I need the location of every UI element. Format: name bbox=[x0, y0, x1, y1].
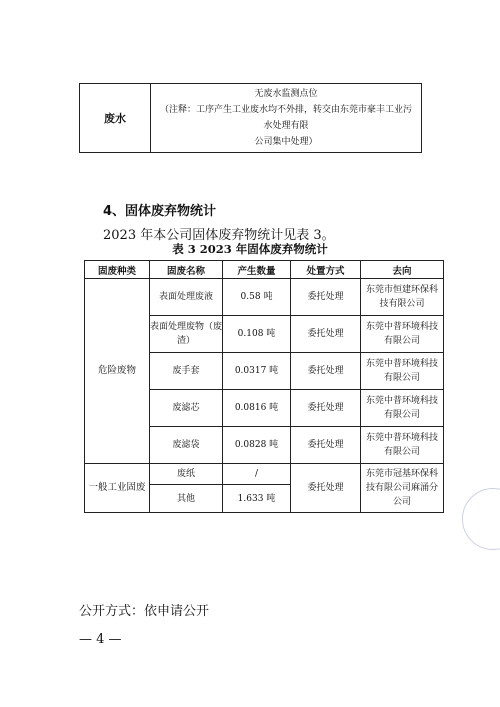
waste-name: 废纸 bbox=[150, 464, 223, 485]
waste-quantity: 0.58 吨 bbox=[223, 279, 291, 316]
table-row bbox=[85, 464, 444, 485]
disposal-method: 委托处理 bbox=[291, 390, 361, 427]
disposal-method: 委托处理 bbox=[291, 316, 361, 353]
waste-quantity: 1.633 吨 bbox=[223, 485, 291, 513]
waste-quantity: 0.0828 吨 bbox=[223, 427, 291, 464]
waste-name: 废手套 bbox=[150, 353, 223, 390]
column-header: 处置方式 bbox=[291, 261, 361, 279]
waste-name: 表面处理废液 bbox=[150, 279, 223, 316]
table-row bbox=[80, 84, 422, 153]
column-header: 产生数量 bbox=[223, 261, 291, 279]
disposal-method: 委托处理 bbox=[291, 464, 361, 513]
page-number: — 4 — bbox=[79, 632, 122, 647]
waste-name: 表面处理废物（废渣） bbox=[150, 316, 223, 353]
wastewater-note bbox=[151, 84, 422, 153]
solid-waste-table bbox=[84, 260, 444, 513]
column-header: 固废名称 bbox=[150, 261, 223, 279]
category-cell: 一般工业固废 bbox=[85, 464, 150, 513]
destination: 东莞市恒建环保科技有限公司 bbox=[361, 279, 444, 316]
column-header: 固废种类 bbox=[85, 261, 150, 279]
waste-name: 废滤袋 bbox=[150, 427, 223, 464]
waste-quantity: 0.108 吨 bbox=[223, 316, 291, 353]
table-row bbox=[85, 279, 444, 316]
wastewater-label: 废水 bbox=[80, 84, 151, 153]
disposal-method: 委托处理 bbox=[291, 279, 361, 316]
note-line: （注释：工序产生工业废水均不外排，转交由东莞市豪丰工业污水处理有限 bbox=[159, 105, 412, 131]
waste-quantity: 0.0816 吨 bbox=[223, 390, 291, 427]
disposal-method: 委托处理 bbox=[291, 353, 361, 390]
disclosure-method: 公开方式：依申请公开 bbox=[79, 604, 210, 619]
waste-name: 其他 bbox=[150, 485, 223, 513]
table-caption: 表 3 2023 年固体废弃物统计 bbox=[172, 242, 328, 256]
wastewater-table bbox=[79, 83, 422, 153]
section-intro: 2023 年本公司固体废弃物统计见表 3。 bbox=[103, 228, 335, 243]
waste-quantity: / bbox=[223, 464, 291, 485]
section-heading: 4、固体废弃物统计 bbox=[103, 204, 217, 219]
column-header: 去向 bbox=[361, 261, 444, 279]
destination: 东莞中普环境科技有限公司 bbox=[361, 427, 444, 464]
destination: 东莞中普环境科技有限公司 bbox=[361, 390, 444, 427]
seal-stamp bbox=[462, 488, 500, 550]
waste-name: 废滤芯 bbox=[150, 390, 223, 427]
destination: 东莞市冠基环保科技有限公司麻涌分公司 bbox=[361, 464, 444, 513]
disposal-method: 委托处理 bbox=[291, 427, 361, 464]
destination: 东莞中普环境科技有限公司 bbox=[361, 316, 444, 353]
note-line: 无废水监测点位 bbox=[254, 89, 318, 99]
category-cell: 危险废物 bbox=[85, 279, 150, 464]
destination: 东莞中普环境科技有限公司 bbox=[361, 353, 444, 390]
waste-quantity: 0.0317 吨 bbox=[223, 353, 291, 390]
table-header-row bbox=[85, 261, 444, 279]
note-line: 公司集中处理） bbox=[254, 137, 318, 147]
